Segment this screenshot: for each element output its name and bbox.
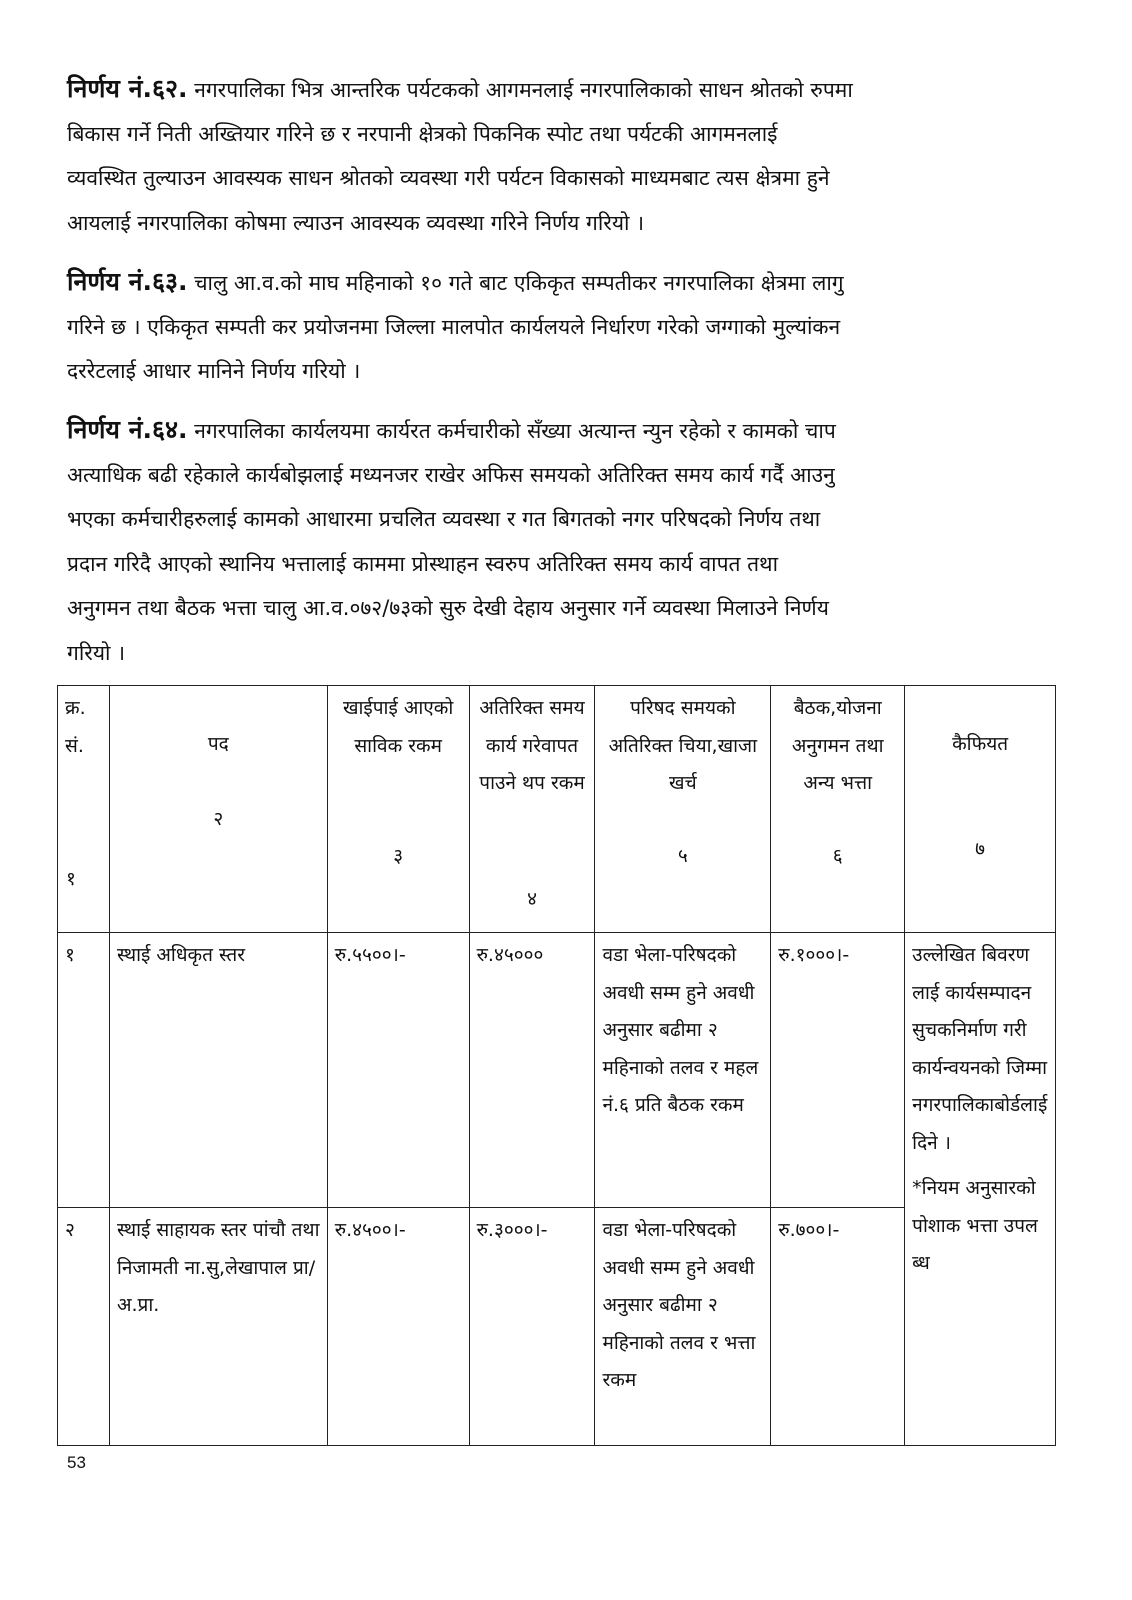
header-cell — [109, 686, 327, 933]
post-cell: स्थाई अधिकृत स्तर — [109, 933, 327, 1208]
decision-63 — [67, 260, 1057, 394]
text-line: गरिने छ । एकिकृत सम्पती कर प्रयोजनमा जिल्ला मालपोत कार्यलयले निर्धारण गरेको जग्गाको मुल्यांकन — [67, 314, 841, 339]
header-cell — [469, 686, 595, 933]
decision-heading: निर्णय नं.६३. — [67, 267, 188, 296]
text-line: प्रदान गरिदै आएको स्थानिय भत्तालाई काममा प्रोस्थाहन स्वरुप अतिरिक्त समय कार्य वापत तथा — [67, 551, 779, 576]
text-line: दररेटलाई आधार मानिने निर्णय गरियो । — [67, 359, 361, 383]
header-cell — [327, 686, 469, 933]
page-number: 53 — [67, 1453, 86, 1472]
column-number: ३ — [393, 845, 404, 867]
remarks-note: *नियम अनुसारको पोशाक भत्ता उपलब्ध — [912, 1177, 1038, 1274]
header-label: परिषद समयको अतिरिक्त चिया,खाजा खर्च — [608, 697, 758, 794]
header-label: पद — [207, 733, 229, 755]
column-number: ६ — [832, 845, 843, 867]
header-label: क्र. सं. — [65, 697, 86, 757]
header-label: कैफियत — [952, 733, 1009, 755]
table-row — [58, 933, 1056, 1208]
text-line: नगरपालिका भित्र आन्तरिक पर्यटकको आगमनलाई नगरपालिकाको साधन श्रोतको रुपमा — [194, 78, 853, 102]
decision-heading: निर्णय नं.६४. — [67, 415, 188, 444]
sn-cell: २ — [58, 1208, 110, 1446]
decision-64 — [67, 408, 1057, 675]
extra-amount-cell: रु.४५००० — [469, 933, 595, 1208]
text-line: भएका कर्मचारीहरुलाई कामको आधारमा प्रचलित व्यवस्था र गत बिगतको नगर परिषदको निर्णय तथा — [67, 507, 821, 531]
old-amount-cell: रु.४५००।- — [327, 1208, 469, 1446]
header-label: बैठक,योजना अनुगमन तथा अन्य भत्ता — [791, 697, 884, 794]
column-number: २ — [213, 808, 224, 830]
text-line: चालु आ.व.को माघ महिनाको १० गते बाट एकिकृत सम्पतीकर नगरपालिका क्षेत्रमा लागु — [194, 271, 844, 295]
decision-heading: निर्णय नं.६२. — [67, 74, 188, 103]
header-label: खाईपाई आएको साविक रकम — [342, 697, 454, 757]
council-expense-cell: वडा भेला-परिषदको अवधी सम्म हुने अवधी अनुसार बढीमा २ महिनाको तलव र भत्ता रकम — [595, 1208, 771, 1446]
meeting-allowance-cell: रु.७००।- — [771, 1208, 905, 1446]
sn-cell: १ — [58, 933, 110, 1208]
text-line: व्यवस्थित तुल्याउन आवस्यक साधन श्रोतको व्यवस्था गरी पर्यटन विकासको माध्यमबाट त्यस क्षेत्रमा हुने — [67, 166, 830, 190]
text-line: गरियो । — [67, 640, 126, 665]
header-cell — [58, 686, 110, 933]
text-line: बिकास गर्ने निती अख्तियार गरिने छ र नरपानी क्षेत्रको पिकनिक स्पोट तथा पर्यटकी आगमनलाई — [67, 121, 778, 146]
header-cell — [771, 686, 905, 933]
remarks-text: उल्लेखित बिवरणलाई कार्यसम्पादन सुचकनिर्माण गरी कार्यन्वयनको जिम्मा नगरपालिकाबोर्डलाई दिने । — [912, 944, 1048, 1154]
remarks-cell — [905, 933, 1056, 1446]
allowance-table — [57, 685, 1056, 1446]
column-number: १ — [66, 868, 76, 890]
header-label: अतिरिक्त समय कार्य गरेवापत पाउने थप रकम — [479, 697, 585, 794]
column-number: ४ — [527, 888, 537, 910]
decision-62 — [67, 67, 1057, 245]
extra-amount-cell: रु.३०००।- — [469, 1208, 595, 1446]
text-line: अनुगमन तथा बैठक भत्ता चालु आ.व.०७२/७३को सुरु देखी देहाय अनुसार गर्ने व्यवस्था मिलाउने निर्णय — [67, 596, 829, 620]
text-line: नगरपालिका कार्यलयमा कार्यरत कर्मचारीको सँख्या अत्यान्त न्युन रहेको र कामको चाप — [194, 419, 836, 443]
post-cell: स्थाई साहायक स्तर पांचौ तथा निजामती ना.सु,लेखापाल प्रा/अ.प्रा. — [109, 1208, 327, 1446]
meeting-allowance-cell: रु.१०००।- — [771, 933, 905, 1208]
column-number: ५ — [677, 845, 688, 867]
header-cell — [905, 686, 1056, 933]
column-number: ७ — [975, 838, 986, 860]
table-header-row — [58, 686, 1056, 933]
header-cell — [595, 686, 771, 933]
council-expense-cell: वडा भेला-परिषदको अवधी सम्म हुने अवधी अनुसार बढीमा २ महिनाको तलव र महल नं.६ प्रति बैठक रकम — [595, 933, 771, 1208]
text-line: आयलाई नगरपालिका कोषमा ल्याउन आवस्यक व्यवस्था गरिने निर्णय गरियो । — [67, 210, 645, 235]
old-amount-cell: रु.५५००।- — [327, 933, 469, 1208]
text-line: अत्याधिक बढी रहेकाले कार्यबोझलाई मध्यनजर राखेर अफिस समयको अतिरिक्त समय कार्य गर्दै आउनु — [67, 462, 835, 487]
